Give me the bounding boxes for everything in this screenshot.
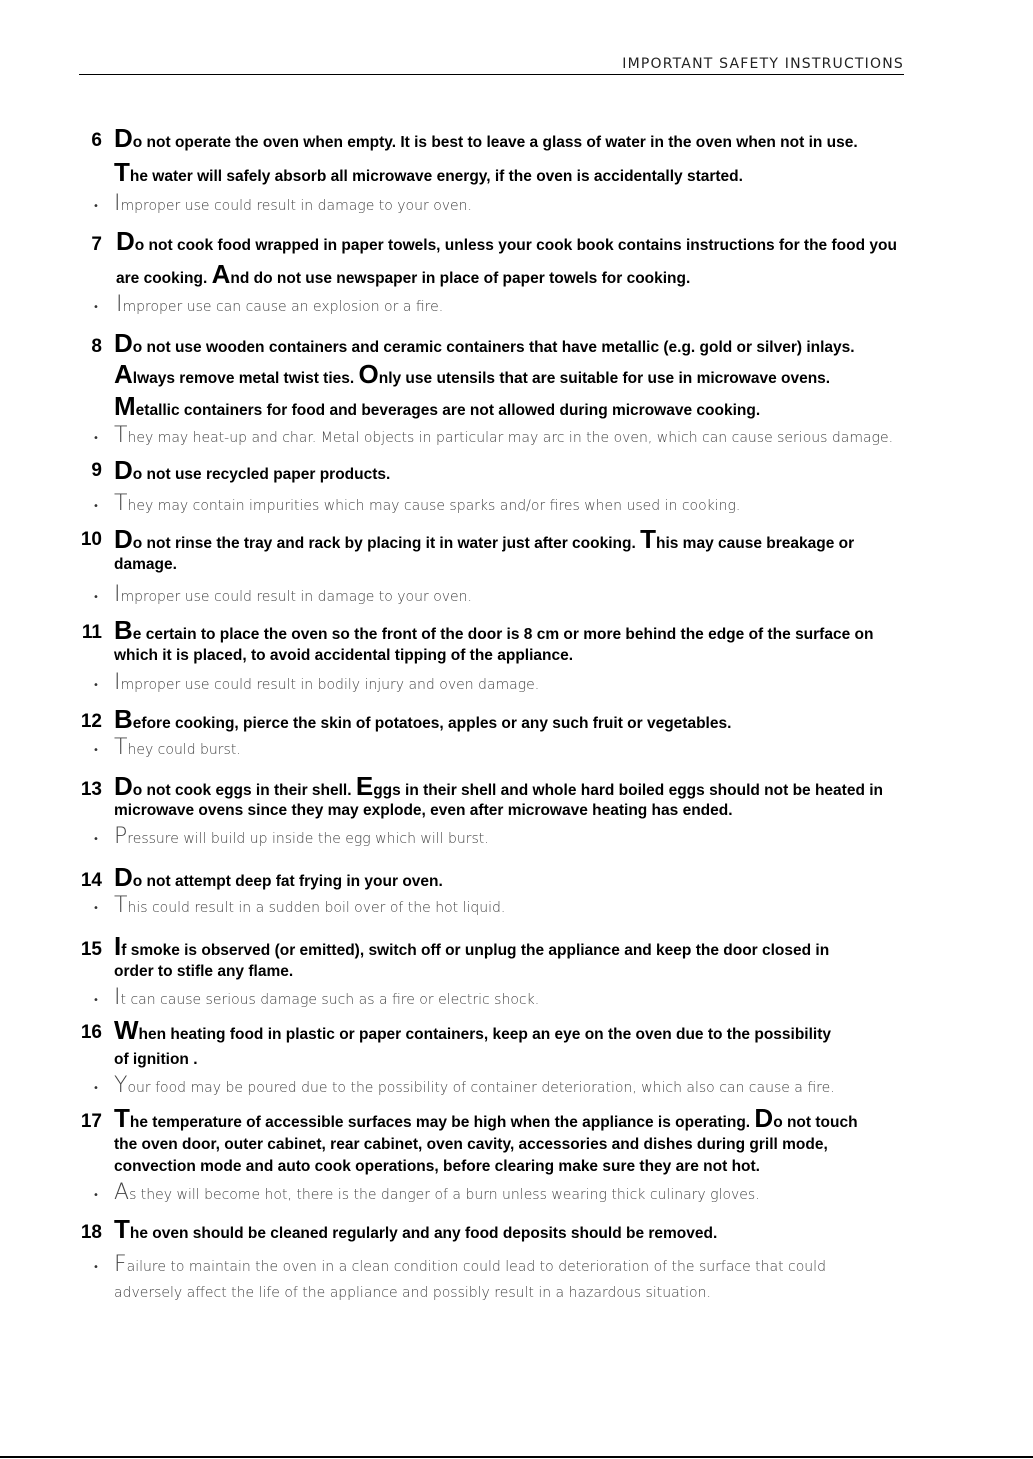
dropcap-letter: B [114,615,133,645]
note-text: mproper use could result in damage to your oven. [120,198,472,214]
dropcap-letter: A [114,359,133,389]
instruction-text: o not touch [773,1114,858,1131]
item-number: 15 [80,939,102,960]
instruction-line [114,706,731,733]
item-number: 18 [80,1222,102,1243]
item-number: 17 [80,1111,102,1132]
note-line [114,493,740,515]
note-text: hey may contain impurities which may cause sparks and/or fires when used in cooking. [127,498,741,514]
instruction-line [116,261,690,288]
note-line [114,672,539,694]
instruction-text: he temperature of accessible surfaces may be high when the appliance is operating. [129,1114,755,1131]
instruction-line [114,1136,828,1154]
note-line [114,1075,835,1097]
instruction-line [114,556,177,574]
note-line [114,1254,826,1276]
instruction-text: f smoke is observed (or emitted), switch off or unplug the appliance and keep the door closed in [121,942,830,959]
item-number: 13 [80,779,102,800]
instruction-line [114,963,293,981]
instruction-text: o not cook eggs in their shell. [132,782,356,799]
dropcap-letter: I [114,931,122,961]
bullet-dot: • [93,1262,99,1273]
instruction-line [114,933,829,960]
note-line [114,737,241,759]
instruction-line [114,802,733,820]
dropcap-letter: E [355,771,374,801]
note-capital: I [114,191,121,216]
dropcap-letter: D [114,771,133,801]
instruction-text: his may cause breakage or [655,535,855,552]
note-capital: I [116,292,123,317]
note-text: his could result in a sudden boil over of the hot liquid. [127,900,506,916]
note-line [116,294,443,316]
note-capital: T [114,893,128,918]
item-number: 11 [81,622,102,643]
dropcap-letter: O [358,359,379,389]
instruction-line [116,228,897,255]
bullet-dot: • [93,903,99,914]
dropcap-letter: D [114,524,133,554]
instruction-text: microwave ovens since they may explode, even after microwave heating has ended. [114,802,733,819]
dropcap-letter: D [114,862,133,892]
note-capital: P [114,824,128,849]
instruction-line [114,647,573,665]
bullet-dot: • [93,745,99,756]
instruction-text: convection mode and auto cook operations, before clearing make sure they are not hot. [114,1158,760,1175]
instruction-text: nly use utensils that are suitable for use in microwave ovens. [378,370,831,387]
dropcap-letter: T [114,1214,130,1244]
instruction-line [114,773,883,800]
bullet-dot: • [93,1190,99,1201]
note-text: mproper use could result in bodily injury and oven damage. [120,677,540,693]
dropcap-letter: D [116,226,135,256]
note-capital: T [114,423,128,448]
note-capital: F [114,1252,127,1277]
note-line [114,895,505,917]
note-text: our food may be poured due to the possibility of container deterioration, which also can cause a fire. [127,1080,835,1096]
note-text: mproper use can cause an explosion or a fire. [122,299,444,315]
instruction-line [114,330,855,357]
item-number: 8 [91,336,102,357]
instruction-line [114,361,830,388]
instruction-text: damage. [114,556,177,573]
instruction-text: o not attempt deep fat frying in your oven. [132,873,443,890]
bullet-dot: • [93,834,99,845]
note-text: t can cause serious damage such as a fire or electric shock. [120,992,540,1008]
instruction-text: he oven should be cleaned regularly and any food deposits should be removed. [129,1225,718,1242]
note-line [114,1285,711,1301]
instruction-line [114,457,390,484]
dropcap-letter: D [114,455,133,485]
instruction-text: o not rinse the tray and rack by placing it in water just after cooking. [132,535,641,552]
note-capital: T [114,735,128,760]
dropcap-letter: W [114,1015,139,1045]
dropcap-letter: B [114,704,133,734]
instruction-line [114,864,443,891]
instruction-line [114,1017,831,1044]
instruction-line [114,617,873,644]
instruction-line [114,393,760,420]
note-line [114,1182,760,1204]
bullet-dot: • [93,592,99,603]
bullet-dot: • [93,501,99,512]
instruction-line [114,159,743,186]
note-text: ailure to maintain the oven in a clean condition could lead to deterioration of the surface that could [126,1259,826,1275]
instruction-text: o not use recycled paper products. [132,466,391,483]
dropcap-letter: A [211,259,231,289]
item-number: 10 [80,529,102,550]
note-line [114,584,472,606]
instruction-text: of ignition . [114,1051,198,1068]
dropcap-letter: D [114,123,133,153]
instruction-text: o not operate the oven when empty. It is best to leave a glass of water in the oven when not in use. [132,134,858,151]
note-text: mproper use could result in damage to your oven. [120,589,472,605]
note-capital: I [114,582,121,607]
instruction-line [114,1051,198,1069]
item-number: 9 [91,460,102,481]
instruction-text: o not use wooden containers and ceramic containers that have metallic (e.g. gold or silver) inlays. [132,339,855,356]
note-capital: Y [114,1073,128,1098]
dropcap-letter: T [640,524,656,554]
dropcap-letter: M [114,391,136,421]
instruction-text: nd do not use newspaper in place of paper towels for cooking. [230,270,691,287]
note-line [114,425,893,447]
note-text: adversely affect the life of the appliance and possibly result in a hazardous situation. [114,1285,711,1301]
item-number: 12 [80,711,102,732]
instruction-text: are cooking. [116,270,212,287]
bullet-dot: • [93,1083,99,1094]
dropcap-letter: D [754,1103,774,1133]
instruction-text: etallic containers for food and beverages are not allowed during microwave cooking. [135,402,761,419]
item-number: 16 [80,1022,102,1043]
bullet-dot: • [93,302,99,313]
instruction-text: e certain to place the oven so the front of the door is 8 cm or more behind the edge of the surface on [132,626,874,643]
note-line [114,193,472,215]
note-line [114,826,489,848]
dropcap-letter: D [114,328,133,358]
bullet-dot: • [93,680,99,691]
instruction-text: hen heating food in plastic or paper containers, keep an eye on the oven due to the possibility [138,1026,831,1043]
instruction-text: he water will safely absorb all microwave energy, if the oven is accidentally started. [129,168,743,185]
instruction-text: order to stifle any flame. [114,963,294,980]
bullet-dot: • [93,433,99,444]
dropcap-letter: T [114,157,130,187]
note-line [114,987,539,1009]
instruction-line [114,526,854,553]
note-text: s they will become hot, there is the danger of a burn unless wearing thick culinary gloves. [129,1187,760,1203]
note-text: ressure will build up inside the egg which will burst. [127,831,489,847]
note-text: hey may heat-up and char. Metal objects in particular may arc in the oven, which can cause serious damage. [127,430,894,446]
page-header [79,54,904,75]
note-capital: T [114,491,128,516]
instruction-text: o not cook food wrapped in paper towels, unless your cook book contains instructions for the food you [134,237,897,254]
instruction-line [114,1158,760,1176]
instruction-text: which it is placed, to avoid accidental tipping of the appliance. [114,647,574,664]
dropcap-letter: T [114,1103,130,1133]
instruction-line [114,125,858,152]
note-capital: I [114,670,121,695]
instruction-line [114,1216,717,1243]
instruction-text: the oven door, outer cabinet, rear cabinet, oven cavity, accessories and dishes during grill mode, [114,1136,828,1153]
note-capital: A [114,1180,130,1205]
item-number: 7 [91,234,102,255]
note-text: hey could burst. [127,742,241,758]
instruction-text: lways remove metal twist ties. [132,370,359,387]
item-number: 6 [91,130,102,151]
instruction-line [114,1105,858,1132]
instruction-text: efore cooking, pierce the skin of potatoes, apples or any such fruit or vegetables. [132,715,732,732]
instruction-text: ggs in their shell and whole hard boiled eggs should not be heated in [373,782,884,799]
note-capital: I [114,985,121,1010]
item-number: 14 [80,870,102,891]
bullet-dot: • [93,995,99,1006]
header-title: IMPORTANT SAFETY INSTRUCTIONS [622,56,904,72]
bullet-dot: • [93,201,99,212]
page-bottom-rule [0,1456,1033,1458]
